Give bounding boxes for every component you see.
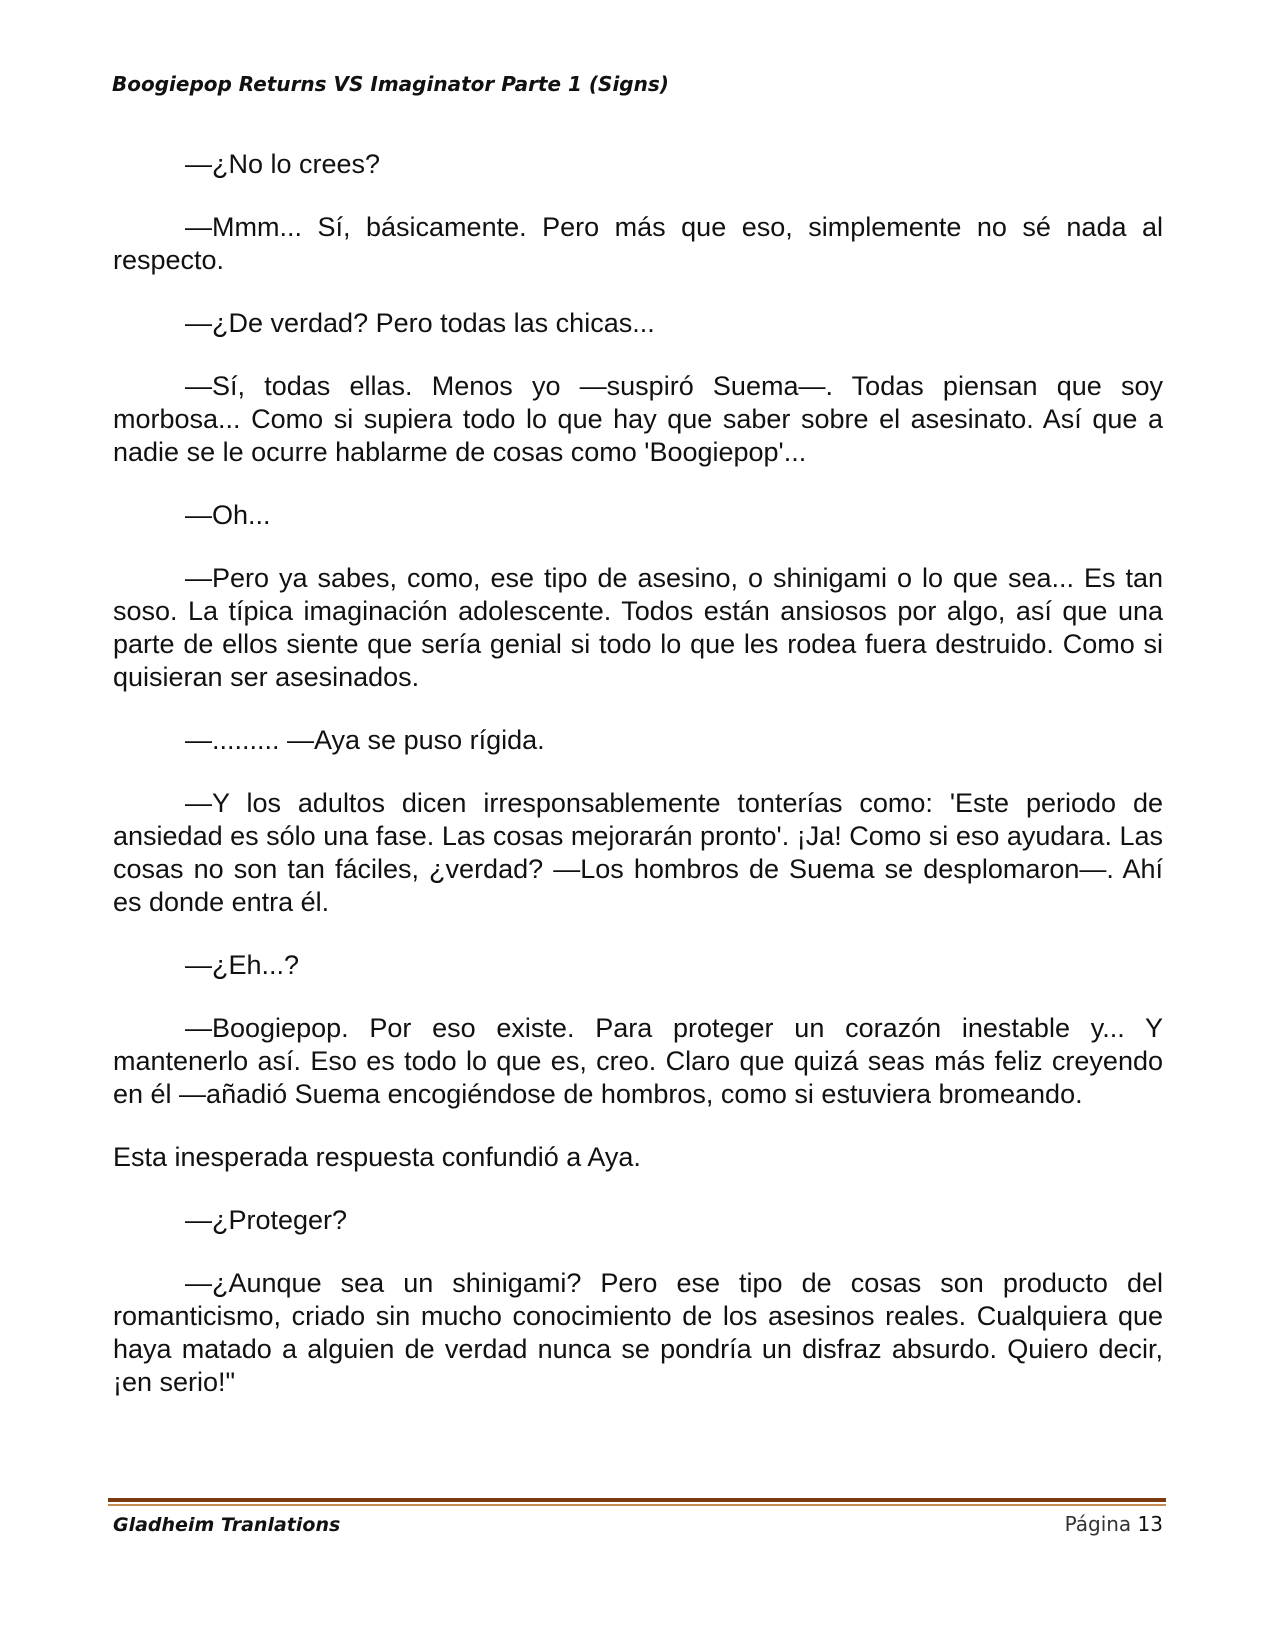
- paragraph: —Y los adultos dicen irresponsablemente tonterías como: 'Este periodo de ansiedad es sólo una fase. Las cosas mejorarán pronto'. ¡Ja! Como si eso ayudara. Las cosas no son tan fáciles, ¿verdad? —Los hombros de Suema se desplomaron—. Ahí es donde entra él.: [113, 788, 1163, 917]
- paragraph: —¿No lo crees?: [185, 149, 381, 179]
- paragraph: —¿De verdad? Pero todas las chicas...: [185, 308, 655, 338]
- body-text: [113, 148, 1163, 1429]
- paragraph: —Pero ya sabes, como, ese tipo de asesino, o shinigami o lo que sea... Es tan soso. La típica imaginación adolescente. Todos están ansiosos por algo, así que una parte de ellos siente que sería genial si todo lo que les rodea fuera destruido. Como si quisieran ser asesinados.: [113, 563, 1163, 692]
- page-number-value: 13: [1137, 1512, 1163, 1536]
- paragraph: Esta inesperada respuesta confundió a Aya.: [113, 1142, 641, 1172]
- paragraph: —¿Aunque sea un shinigami? Pero ese tipo de cosas son producto del romanticismo, criado sin mucho conocimiento de los asesinos reales. Cualquiera que haya matado a alguien de verdad nunca se pondría un disfraz absurdo. Quiero decir, ¡en serio!": [113, 1268, 1163, 1397]
- page-number: [1065, 1512, 1163, 1536]
- paragraph: —Mmm... Sí, básicamente. Pero más que eso, simplemente no sé nada al respecto.: [113, 212, 1163, 275]
- running-header-title: Boogiepop Returns VS Imaginator Parte 1 (Signs): [112, 72, 669, 96]
- paragraph: —Oh...: [185, 500, 271, 530]
- footer-divider: [108, 1498, 1166, 1502]
- paragraph: —......... —Aya se puso rígida.: [185, 725, 545, 755]
- paragraph: —Boogiepop. Por eso existe. Para proteger un corazón inestable y... Y mantenerlo así. Eso es todo lo que es, creo. Claro que quizá seas más feliz creyendo en él —añadió Suema encogiéndose de hombros, como si estuviera bromeando.: [113, 1013, 1163, 1109]
- page-label: Página: [1064, 1512, 1132, 1536]
- paragraph: —¿Proteger?: [185, 1205, 348, 1235]
- footer-publisher: Gladheim Tranlations: [113, 1514, 341, 1536]
- paragraph: —Sí, todas ellas. Menos yo —suspiró Suema—. Todas piensan que soy morbosa... Como si supiera todo lo que hay que saber sobre el asesinato. Así que a nadie se le ocurre hablarme de cosas como 'Boogiepop'...: [113, 371, 1163, 467]
- paragraph: —¿Eh...?: [185, 950, 300, 980]
- footer-divider-accent: [108, 1504, 1166, 1506]
